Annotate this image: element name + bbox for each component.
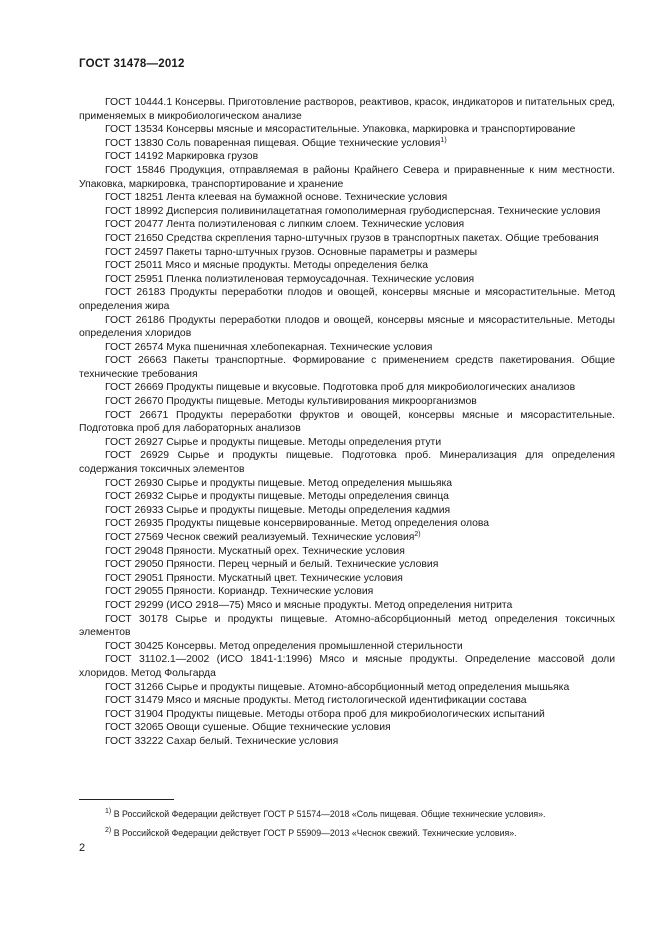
footnote-marker: 1) [440,136,447,144]
footnote-item [79,824,615,843]
page-number: 2 [79,842,86,854]
reference-text: ГОСТ 29299 (ИСО 2918—75) Мясо и мясные продукты. Метод определения нитрита [105,599,513,611]
reference-text: ГОСТ 26933 Сырье и продукты пищевые. Методы определения кадмия [105,504,451,516]
reference-item [79,517,615,531]
reference-text: ГОСТ 10444.1 Консервы. Приготовление растворов, реактивов, красок, индикаторов и питательных сред, применяемых в микробиологическом анализе [79,97,615,122]
reference-item [79,314,615,341]
reference-text: ГОСТ 13830 Соль поваренная пищевая. Общие технические условия [105,137,441,149]
reference-text: ГОСТ 29051 Пряности. Мускатный цвет. Технические условия [105,572,403,584]
footnote-text: В Российской Федерации действует ГОСТ Р 55909—2013 «Чеснок свежий. Технические условия». [113,828,517,838]
reference-item [79,545,615,559]
reference-text: ГОСТ 31904 Продукты пищевые. Методы отбора проб для микробиологических испытаний [105,708,545,720]
reference-item [79,341,615,355]
reference-item [79,191,615,205]
reference-item [79,558,615,572]
reference-item [79,585,615,599]
reference-text: ГОСТ 18251 Лента клеевая на бумажной основе. Технические условия [105,192,448,204]
reference-item [79,490,615,504]
reference-item [79,286,615,313]
reference-text: ГОСТ 27569 Чеснок свежий реализуемый. Технические условия [105,532,415,543]
reference-item [79,218,615,232]
reference-text: ГОСТ 26927 Сырье и продукты пищевые. Методы определения ртути [105,436,442,448]
reference-text: ГОСТ 29055 Пряности. Кориандр. Технические условия [105,586,374,598]
reference-item [79,164,615,191]
reference-text: ГОСТ 29050 Пряности. Перец черный и белый. Технические условия [105,559,439,571]
reference-text: ГОСТ 31102.1—2002 (ИСО 1841-1:1996) Мясо и мясные продукты. Определение массовой доли хлоридов. Метод Фольгарда [79,654,615,679]
reference-text: ГОСТ 25951 Пленка полиэтиленовая термоусадочная. Технические условия [105,273,475,285]
reference-item [79,96,615,123]
reference-text: ГОСТ 24597 Пакеты тарно-штучных грузов. Основные параметры и размеры [105,246,478,258]
reference-item [79,409,615,436]
reference-item [79,381,615,395]
reference-item [79,354,615,381]
reference-item [79,735,615,749]
reference-item [79,395,615,409]
reference-text: ГОСТ 26574 Мука пшеничная хлебопекарная. Технические условия [105,341,433,353]
reference-text: ГОСТ 26663 Пакеты транспортные. Формирование с применением средств пакетирования. Общие технические требования [79,355,615,380]
reference-item [79,653,615,680]
reference-text: ГОСТ 26935 Продукты пищевые консервированные. Метод определения олова [105,518,490,530]
reference-text: ГОСТ 13534 Консервы мясные и мясорастительные. Упаковка, маркировка и транспортирование [105,124,576,136]
reference-item [79,599,615,613]
reference-item [79,613,615,640]
footnote-mark: 2) [105,827,112,834]
reference-item [79,640,615,654]
footnotes [79,805,615,843]
reference-text: ГОСТ 33222 Сахар белый. Технические условия [105,735,339,747]
reference-text: ГОСТ 26929 Сырье и продукты пищевые. Подготовка проб. Минерализация для определения содержания токсичных элементов [79,450,615,476]
reference-text: ГОСТ 15846 Продукция, отправляемая в районы Крайнего Севера и приравненные к ним местности. Упаковка, маркировка, транспортирование и хранение [79,164,615,190]
reference-item [79,150,615,164]
reference-item [79,694,615,708]
reference-item [79,436,615,450]
reference-text: ГОСТ 32065 Овощи сушеные. Общие технические условия [105,722,391,734]
reference-text: ГОСТ 29048 Пряности. Мускатный орех. Технические условия [105,545,405,557]
reference-item [79,681,615,695]
reference-text: ГОСТ 25011 Мясо и мясные продукты. Методы определения белка [105,260,429,272]
footnote-item [79,805,615,824]
reference-text: ГОСТ 26183 Продукты переработки плодов и овощей, консервы мясные и мясорастительные. Метод определения жира [79,287,615,312]
reference-item [79,205,615,219]
reference-text: ГОСТ 26932 Сырье и продукты пищевые. Методы определения свинца [105,491,449,503]
footnote-divider [79,799,174,800]
reference-item [79,708,615,722]
reference-text: ГОСТ 26930 Сырье и продукты пищевые. Метод определения мышьяка [105,477,453,489]
reference-text: ГОСТ 26670 Продукты пищевые. Методы культивирования микроорганизмов [105,396,477,408]
reference-text: ГОСТ 20477 Лента полиэтиленовая с липким слоем. Технические условия [105,219,465,231]
document-header: ГОСТ 31478—2012 [79,58,185,70]
reference-item [79,273,615,287]
reference-item [79,572,615,586]
reference-text: ГОСТ 26671 Продукты переработки фруктов и овощей, консервы мясные и мясорастительные. Подготовка проб для лабораторных анализов [79,409,615,435]
footnote-marker: 2) [414,531,421,538]
reference-text: ГОСТ 26669 Продукты пищевые и вкусовые. Подготовка проб для микробиологических анализов [105,382,576,394]
reference-text: ГОСТ 30178 Сырье и продукты пищевые. Атомно-абсорбционный метод определения токсичных элементов [79,613,615,639]
reference-item [79,531,615,545]
reference-item [79,449,615,476]
normative-references-list [79,96,615,749]
reference-item [79,259,615,273]
reference-text: ГОСТ 31266 Сырье и продукты пищевые. Атомно-абсорбционный метод определения мышьяка [105,681,570,693]
reference-item [79,477,615,491]
reference-text: ГОСТ 21650 Средства скрепления тарно-штучных грузов в транспортных пакетах. Общие требования [105,232,599,244]
reference-text: ГОСТ 30425 Консервы. Метод определения промышленной стерильности [105,640,463,652]
reference-text: ГОСТ 18992 Дисперсия поливинилацетатная гомополимерная грубодисперсная. Технические условия [105,205,601,217]
reference-item [79,123,615,137]
footnote-mark: 1) [105,808,112,815]
reference-item [79,246,615,260]
reference-item [79,721,615,735]
reference-text: ГОСТ 14192 Маркировка грузов [105,151,259,163]
reference-text: ГОСТ 26186 Продукты переработки плодов и овощей, консервы мясные и мясорастительные. Методы определения хлоридов [79,314,615,340]
reference-item [79,504,615,518]
footnote-text: В Российской Федерации действует ГОСТ Р 51574—2018 «Соль пищевая. Общие технические условия». [113,809,546,819]
reference-item [79,137,615,151]
reference-item [79,232,615,246]
reference-text: ГОСТ 31479 Мясо и мясные продукты. Метод гистологической идентификации состава [105,695,527,707]
